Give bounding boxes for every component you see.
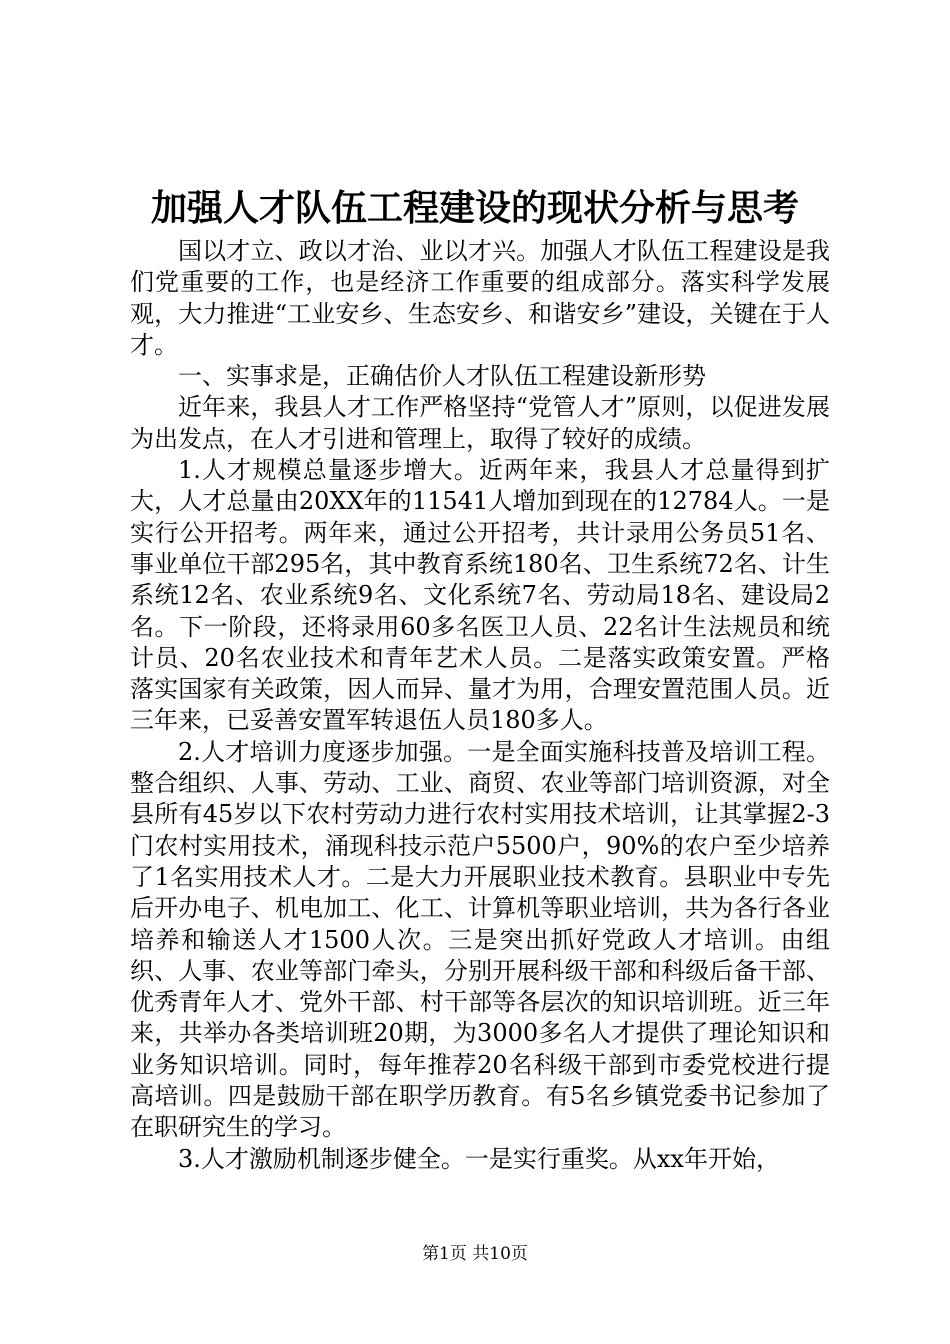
page-footer: 第1页 共10页 xyxy=(422,1244,528,1264)
paragraph-overview: 近年来，我县人才工作严格坚持“党管人才”原则，以促进发展为出发点，在人才引进和管理上，取得了较好的成绩。 xyxy=(130,393,830,453)
paragraph-item-2: 2.人才培训力度逐步加强。一是全面实施科技普及培训工程。整合组织、人事、劳动、工业、商贸、农业等部门培训资源，对全县所有45岁以下农村劳动力进行农村实用技术培训，让其掌握2-3门农村实用技术，涌现科技示范户5500户，90%的农户至少培养了1名实用技术人才。二是大力开展职业技术教育。县职业中专先后开办电子、机电加工、化工、计算机等职业培训，共为各行各业培养和输送人才1500人次。三是突出抓好党政人才培训。由组织、人事、农业等部门牵头，分别开展科级干部和科级后备干部、优秀青年人才、党外干部、村干部等各层次的知识培训班。近三年来，共举办各类培训班20期，为3000多名人才提供了理论知识和业务知识培训。同时，每年推荐20名科级干部到市委党校进行提高培训。四是鼓励干部在职学历教育。有5名乡镇党委书记参加了在职研究生的学习。 xyxy=(130,737,830,1142)
document-title: 加强人才队伍工程建设的现状分析与思考 xyxy=(150,187,799,229)
paragraph-item-3: 3.人才激励机制逐步健全。一是实行重奖。从xx年开始， xyxy=(178,1144,780,1173)
paragraph-intro: 国以才立、政以才治、业以才兴。加强人才队伍工程建设是我们党重要的工作，也是经济工作重要的组成部分。落实科学发展观，大力推进“工业安乡、生态安乡、和谐安乡”建设，关键在于人才。 xyxy=(130,237,830,359)
section-heading-1: 一、实事求是，正确估价人才队伍工程建设新形势 xyxy=(178,362,706,391)
paragraph-item-1: 1.人才规模总量逐步增大。近两年来，我县人才总量得到扩大，人才总量由20XX年的11541人增加到现在的12784人。一是实行公开招考。两年来，通过公开招考，共计录用公务员51名、事业单位干部295名，其中教育系统180名、卫生系统72名、计生系统12名、农业系统9名、文化系统7名、劳动局18名、建设局2名。下一阶段，还将录用60多名医卫人员、22名计生法规员和统计员、20名农业技术和青年艺术人员。二是落实政策安置。严格落实国家有关政策，因人而异、量才为用，合理安置范围人员。近三年来，已妥善安置军转退伍人员180多人。 xyxy=(130,456,830,735)
document-body xyxy=(130,236,830,1175)
